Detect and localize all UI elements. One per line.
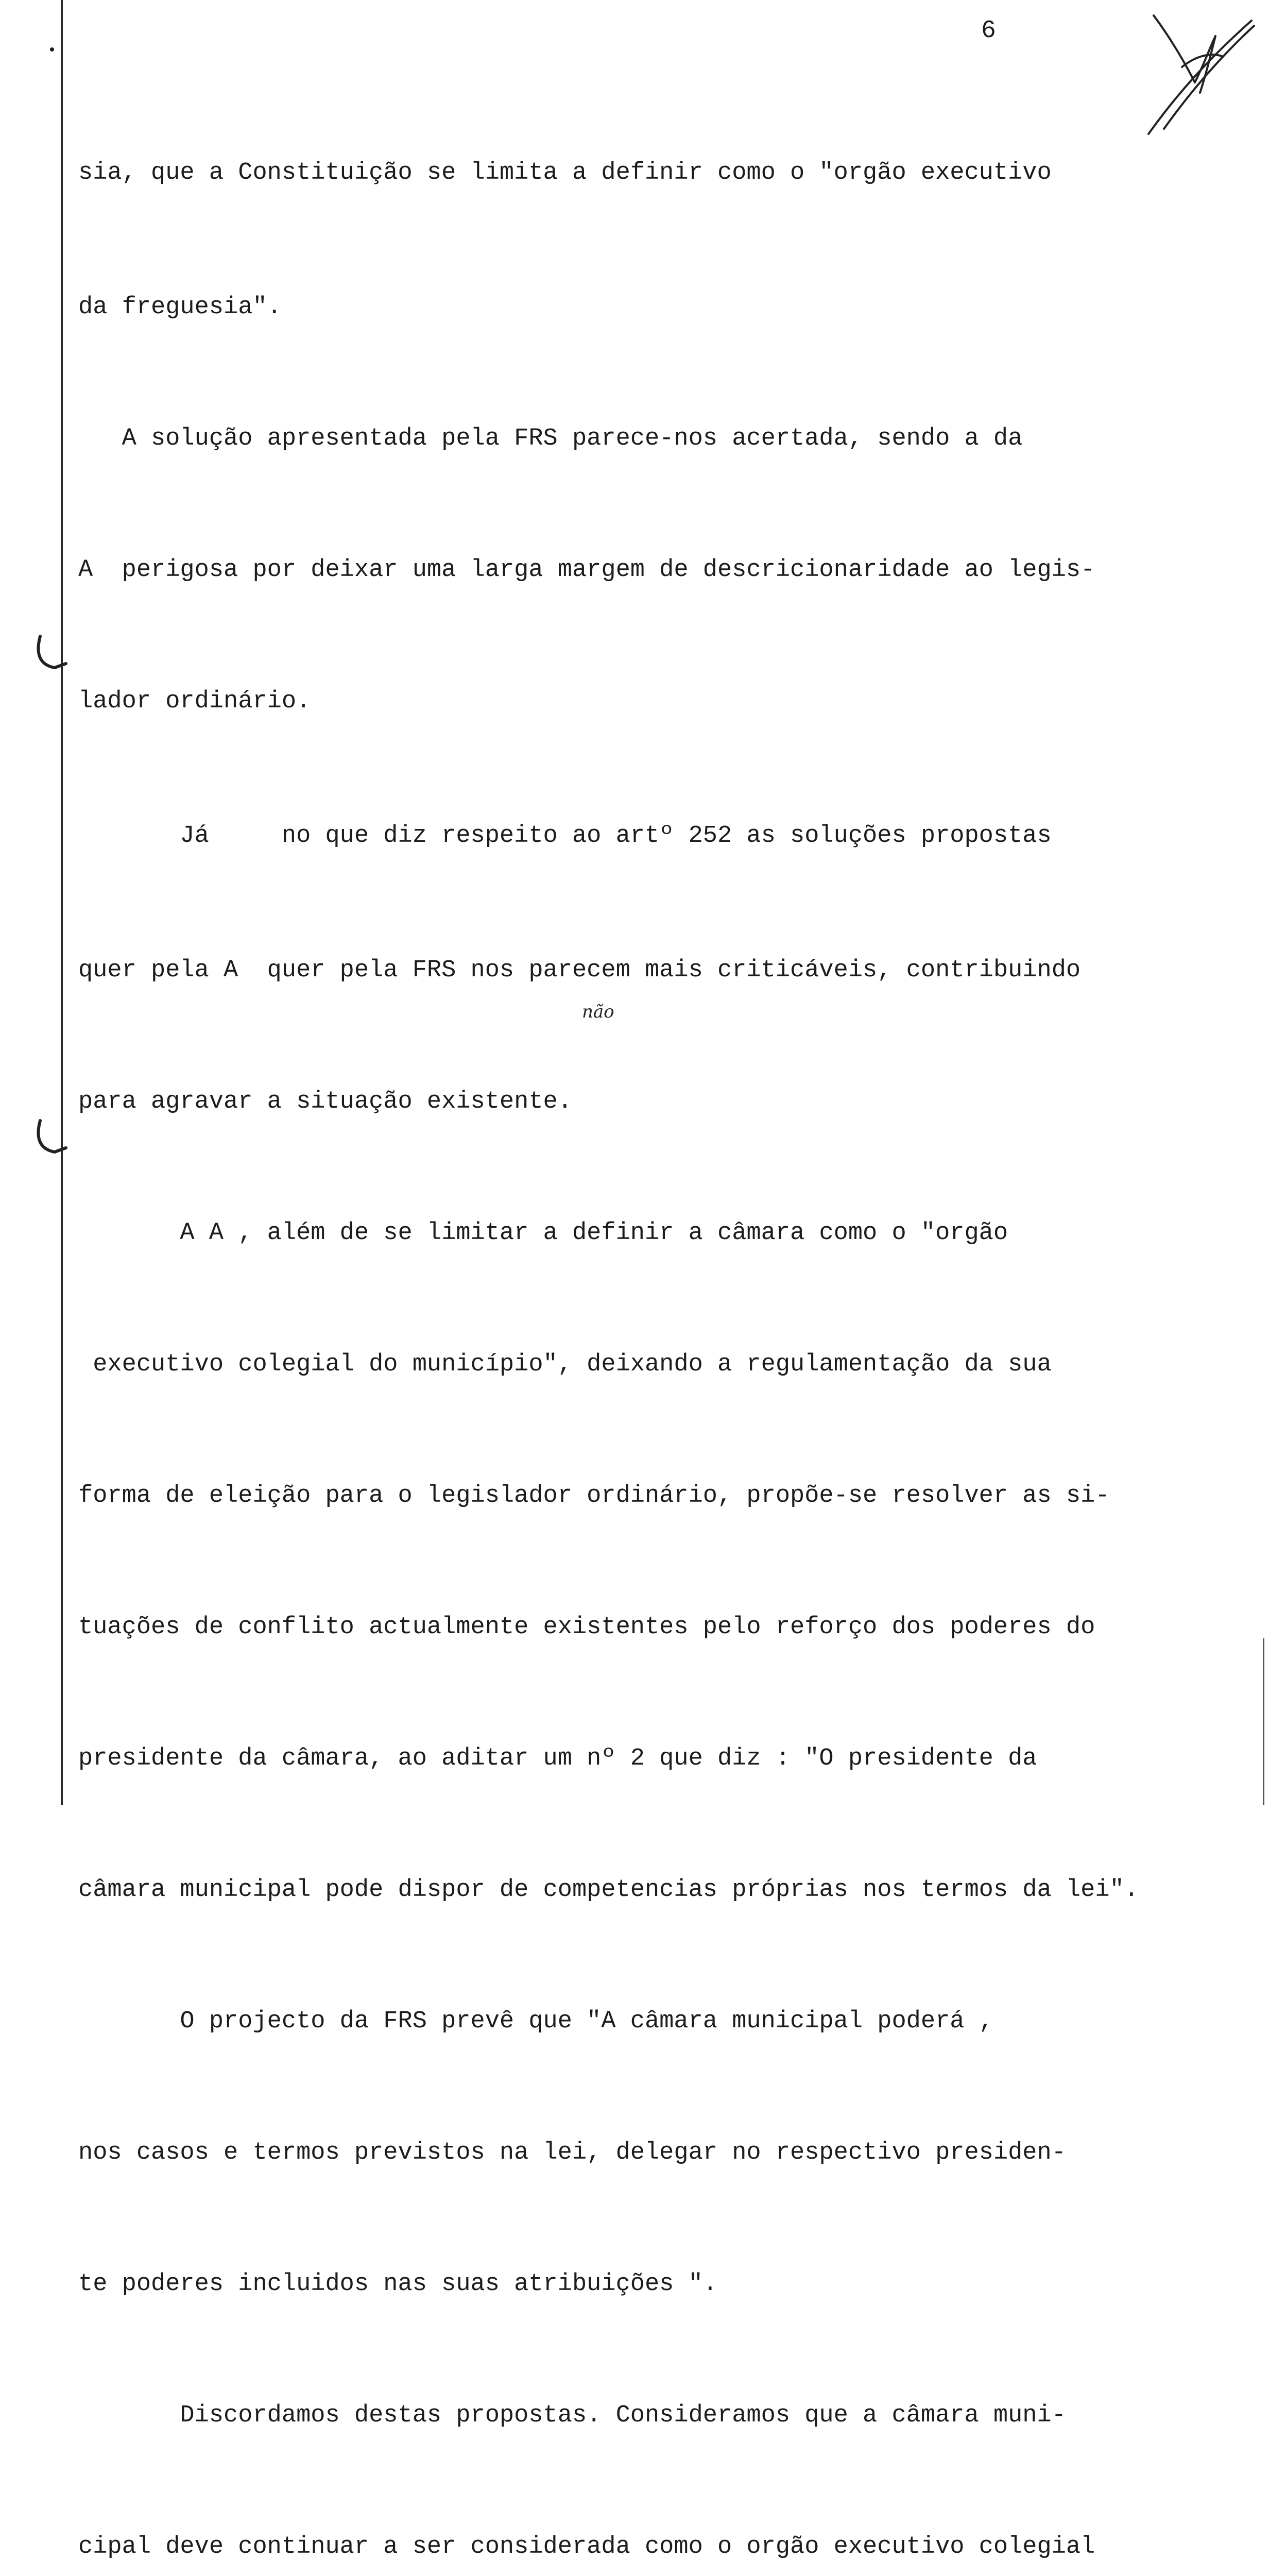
text-line: Discordamos destas propostas. Consideramos que a câmara muni- (78, 2402, 1066, 2429)
text-line: A solução apresentada pela FRS parece-nos acertada, sendo a da (78, 425, 1023, 452)
typed-body-text (78, 61, 1186, 2576)
left-margin-rule (61, 0, 63, 1805)
text-line: lador ordinário. (78, 688, 311, 715)
margin-bracket-mark (34, 1118, 70, 1159)
text-line: executivo colegial do município", deixando a regulamentação da sua (78, 1351, 1052, 1378)
text-line: quer pela A quer pela FRS nos parecem mais criticáveis, contribuindo (78, 957, 1081, 984)
margin-bracket-mark (34, 634, 70, 675)
text-line: te poderes incluidos nas suas atribuições ". (78, 2270, 718, 2298)
text-line: O projecto da FRS prevê que "A câmara municipal poderá , (78, 2008, 993, 2035)
handwritten-insert: não (582, 1002, 614, 1022)
text-line: presidente da câmara, ao aditar um nº 2 que diz : "O presidente da (78, 1745, 1037, 1772)
text-line: da freguesia". (78, 294, 282, 321)
text-line: nos casos e termos previstos na lei, delegar no respectivo presiden- (78, 2139, 1066, 2166)
margin-dot: • (47, 42, 57, 60)
text-line: cipal deve continuar a ser considerada como o orgão executivo colegial (78, 2533, 1095, 2561)
text-line: forma de eleição para o legislador ordinário, propõe-se resolver as si- (78, 1482, 1110, 1510)
text-line: para agravar a situação existente. (78, 1088, 572, 1115)
page-number: 6 (981, 17, 996, 45)
text-line: tuações de conflito actualmente existentes pelo reforço dos poderes do (78, 1614, 1095, 1641)
text-line: câmara municipal pode dispor de competencias próprias nos termos da lei". (78, 1876, 1139, 1904)
text-line: A A , além de se limitar a definir a câmara como o "orgão (78, 1219, 1008, 1247)
text-line: sia, que a Constituição se limita a definir como o "orgão executivo (78, 159, 1052, 187)
text-line: Já no que diz respeito ao artº 252 as soluções propostas (78, 822, 1052, 850)
text-line: A perigosa por deixar uma larga margem de descricionaridade ao legis- (78, 556, 1095, 584)
right-page-edge (1263, 1638, 1264, 1805)
